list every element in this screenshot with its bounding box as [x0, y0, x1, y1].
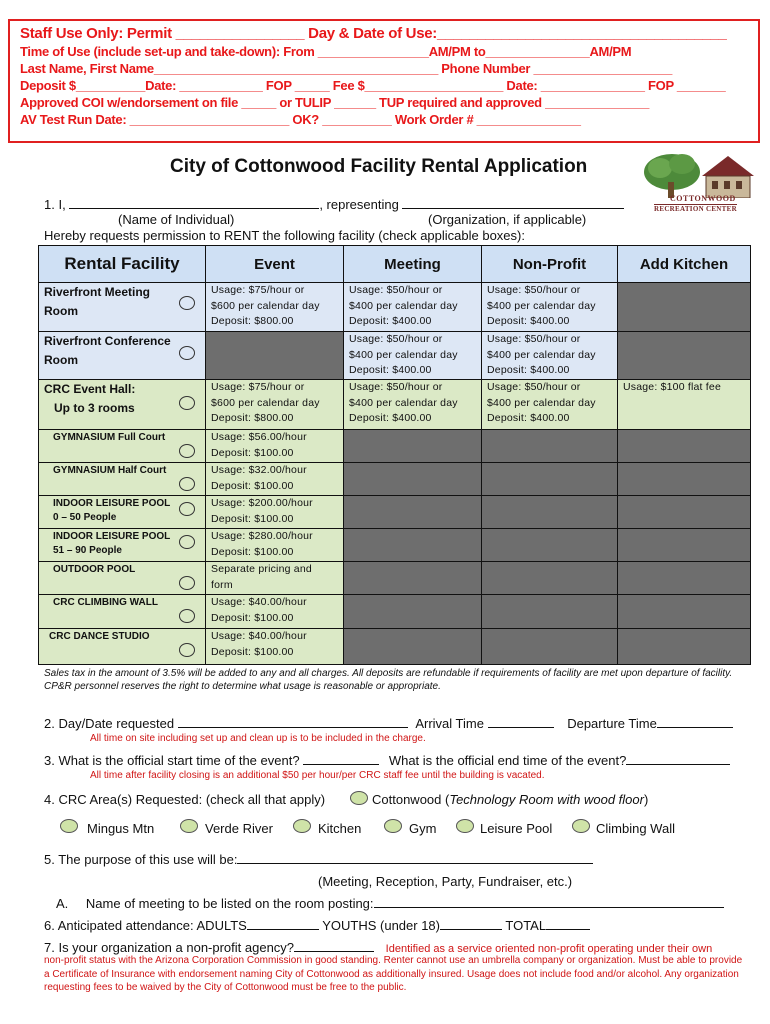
- usage-line: Usage: $40.00/hour: [211, 596, 307, 608]
- cottonwood-label-end: ): [643, 792, 649, 807]
- intro-representing: , representing: [319, 197, 399, 212]
- usage-line: $600 per calendar day: [211, 396, 320, 409]
- unavailable-cell: [618, 283, 751, 332]
- request-text: Hereby requests permission to RENT the following facility (check applicable boxes):: [44, 228, 525, 243]
- header-event: Event: [206, 246, 344, 283]
- facility-name: GYMNASIUM Full Court: [53, 432, 166, 443]
- q5-hint: (Meeting, Reception, Party, Fundraiser, etc.): [318, 874, 573, 889]
- option-label: Kitchen: [318, 821, 362, 836]
- usage-line: $600 per calendar day: [211, 299, 320, 312]
- facility-name: OUTDOOR POOL: [53, 564, 136, 575]
- facility-cell: [39, 562, 206, 595]
- usage-line: Usage: $75/hour or: [211, 284, 305, 296]
- cottonwood-note: Technology Room with wood floor: [449, 792, 644, 807]
- unavailable-cell: [344, 430, 482, 463]
- name-of-individual-field[interactable]: [69, 197, 319, 209]
- header-meeting: Meeting: [344, 246, 482, 283]
- facility-name: Riverfront Conference Room: [44, 334, 171, 367]
- day-date-field[interactable]: [178, 716, 408, 728]
- nonprofit-price-cell: [482, 283, 618, 332]
- q6-line: [44, 918, 590, 933]
- select-radio[interactable]: [179, 396, 195, 410]
- climbing-wall-radio[interactable]: [572, 819, 590, 833]
- facility-name: Riverfront Meeting Room: [44, 285, 151, 318]
- usage-line: $400 per calendar day: [349, 299, 458, 312]
- q5a-label: A.: [56, 896, 69, 911]
- kitchen-price-cell: Usage: $100 flat fee: [618, 380, 751, 430]
- q2-line: [44, 716, 733, 731]
- deposit-line: Deposit: $400.00: [487, 364, 570, 376]
- staff-use-box: [8, 19, 760, 143]
- q3-end-label: What is the official end time of the event?: [388, 753, 627, 768]
- select-radio[interactable]: [179, 346, 195, 360]
- unavailable-cell: [618, 332, 751, 380]
- staff-line-coi: Approved COI w/endorsement on file _____ or TULIP ______ TUP required and approved _______________: [20, 95, 650, 110]
- unavailable-cell: [344, 595, 482, 629]
- deposit-line: Deposit: $100.00: [211, 545, 294, 558]
- deposit-line: Deposit: $400.00: [349, 364, 432, 376]
- q5a-line: [56, 896, 724, 911]
- facility-name: CRC DANCE STUDIO: [49, 631, 150, 642]
- header-add-kitchen: Add Kitchen: [618, 246, 751, 283]
- staff-line-deposit: Deposit $__________Date: ____________ FOP _____ Fee $____________________ Date: _______________ FOP _______: [20, 78, 726, 93]
- deposit-line: Deposit: $100.00: [211, 446, 294, 459]
- usage-line: Usage: $75/hour or: [211, 381, 305, 393]
- meeting-price-cell: [344, 380, 482, 430]
- select-radio[interactable]: [179, 296, 195, 310]
- youths-label: YOUTHS (under 18): [322, 918, 440, 933]
- facility-name: CRC CLIMBING WALL: [53, 597, 158, 608]
- unavailable-cell: [344, 496, 482, 529]
- facility-cell: [39, 595, 206, 629]
- facility-cell: [39, 332, 206, 380]
- arrival-label: Arrival Time: [415, 716, 484, 731]
- deposit-line: Deposit: $800.00: [211, 315, 294, 327]
- unavailable-cell: [344, 529, 482, 562]
- unavailable-cell: [482, 496, 618, 529]
- facility-cell: [39, 463, 206, 496]
- unavailable-cell: [618, 496, 751, 529]
- rental-table: [38, 245, 751, 665]
- table-row: [39, 380, 751, 430]
- unavailable-cell: [618, 562, 751, 595]
- purpose-field[interactable]: [237, 852, 593, 864]
- mingus-mtn-radio[interactable]: [60, 819, 78, 833]
- unavailable-cell: [482, 463, 618, 496]
- event-price-cell: [206, 283, 344, 332]
- usage-line: $400 per calendar day: [349, 348, 458, 361]
- cottonwood-option: [372, 792, 648, 807]
- deposit-line: Deposit: $400.00: [487, 412, 570, 424]
- facility-subname: 0 – 50 People: [53, 512, 117, 523]
- q5-line: [44, 852, 593, 867]
- meeting-price-cell: [344, 283, 482, 332]
- unavailable-cell: [344, 629, 482, 665]
- staff-line-time: Time of Use (include set-up and take-down): From ________________AM/PM to_______________AM/PM: [20, 44, 632, 59]
- youths-field[interactable]: [440, 918, 502, 930]
- select-radio[interactable]: [179, 535, 195, 549]
- q7-label: 7. Is your organization a non-profit agency?: [44, 940, 295, 955]
- table-row: [39, 562, 751, 595]
- q2-label: 2. Day/Date requested: [44, 716, 175, 731]
- option-label: Climbing Wall: [596, 821, 675, 836]
- header-non-profit: Non-Profit: [482, 246, 618, 283]
- departure-time-field[interactable]: [657, 716, 733, 728]
- facility-name: INDOOR LEISURE POOL: [53, 498, 171, 509]
- q2-note: All time on site including set up and clean up is to be included in the charge.: [90, 733, 426, 744]
- usage-line: Usage: $50/hour or: [349, 284, 443, 296]
- usage-line: Separate pricing and: [211, 563, 312, 575]
- usage-line: Usage: $50/hour or: [487, 381, 581, 393]
- unavailable-cell: [482, 629, 618, 665]
- q4-label: 4. CRC Area(s) Requested: (check all that apply): [44, 792, 326, 807]
- unavailable-cell: [618, 595, 751, 629]
- table-row: [39, 529, 751, 562]
- unavailable-cell: [618, 529, 751, 562]
- deposit-line: Deposit: $100.00: [211, 611, 294, 624]
- start-time-field[interactable]: [303, 753, 379, 765]
- organization-field[interactable]: [402, 197, 624, 209]
- facility-cell: [39, 529, 206, 562]
- event-price-cell: [206, 430, 344, 463]
- usage-line: Usage: $50/hour or: [487, 333, 581, 345]
- staff-line-av: AV Test Run Date: _______________________ OK? __________ Work Order # _______________: [20, 112, 581, 127]
- total-label: TOTAL: [505, 918, 547, 933]
- q5a-text: Name of meeting to be listed on the room posting:: [85, 896, 374, 911]
- q7-note: non-profit status with the Arizona Corporation Commission in good standing. Renter cannot use an umbrella company or organization. Must be able to provide a Certificate of Insurance with endorsement naming City of Cottonwood as additionally insured. Usage does not include food and/or alcohol. Any organization requesting fees to be waived by the City of Cottonwood must be free to the public.: [44, 955, 743, 993]
- usage-line: $400 per calendar day: [349, 396, 458, 409]
- deposit-line: Deposit: $400.00: [487, 315, 570, 327]
- usage-line: Usage: $280.00/hour: [211, 530, 313, 542]
- q3-note: All time after facility closing is an additional $50 per hour/per CRC staff fee until the building is vacated.: [90, 770, 545, 781]
- table-row: [39, 463, 751, 496]
- table-header-row: [39, 246, 751, 283]
- nonprofit-price-cell: [482, 332, 618, 380]
- event-price-cell: [206, 595, 344, 629]
- option-label: Verde River: [205, 821, 273, 836]
- header-rental-facility: Rental Facility: [39, 246, 206, 283]
- nonprofit-price-cell: [482, 380, 618, 430]
- select-radio[interactable]: [179, 444, 195, 458]
- q7-line: [44, 940, 712, 955]
- usage-line: $400 per calendar day: [487, 348, 596, 361]
- usage-line: Usage: $56.00/hour: [211, 431, 307, 443]
- unavailable-cell: [344, 562, 482, 595]
- q7-note-inline: Identified as a service oriented non-profit operating under their own: [385, 943, 713, 955]
- page-title: City of Cottonwood Facility Rental Application: [170, 156, 588, 177]
- select-radio[interactable]: [179, 477, 195, 491]
- option-label: Mingus Mtn: [87, 821, 155, 836]
- usage-line: Usage: $200.00/hour: [211, 497, 313, 509]
- event-price-cell: [206, 380, 344, 430]
- leisure-pool-radio[interactable]: [456, 819, 474, 833]
- deposit-line: Deposit: $100.00: [211, 645, 294, 658]
- table-row: [39, 595, 751, 629]
- unavailable-cell: [206, 332, 344, 380]
- q5-label: 5. The purpose of this use will be:: [44, 852, 238, 867]
- cottonwood-logo: [640, 148, 760, 216]
- table-row: [39, 629, 751, 665]
- facility-cell: [39, 283, 206, 332]
- unavailable-cell: [618, 430, 751, 463]
- meeting-price-cell: [344, 332, 482, 380]
- intro-i: 1. I,: [44, 197, 66, 212]
- staff-line-name: Last Name, First Name_________________________________________ Phone Number ____________________: [20, 61, 673, 76]
- unavailable-cell: [344, 463, 482, 496]
- unavailable-cell: [618, 463, 751, 496]
- table-row: [39, 283, 751, 332]
- intro-line: [44, 197, 624, 212]
- arrival-time-field[interactable]: [488, 716, 554, 728]
- sales-tax-footnote: Sales tax in the amount of 3.5% will be added to any and all charges. All deposits are refundable if requirements of facility are met upon departure of facility. CP&R personnel reserves the right to determine what usage is reasonable or appropriate.: [44, 668, 733, 692]
- logo-title: COTTONWOOD: [670, 194, 736, 203]
- select-radio[interactable]: [179, 576, 195, 590]
- unavailable-cell: [482, 562, 618, 595]
- unavailable-cell: [482, 430, 618, 463]
- deposit-line: Deposit: $400.00: [349, 412, 432, 424]
- option-label: Gym: [409, 821, 437, 836]
- departure-label: Departure Time: [567, 716, 657, 731]
- meeting-name-field[interactable]: [374, 896, 724, 908]
- nonprofit-field[interactable]: [294, 940, 374, 952]
- staff-line-permit: Staff Use Only: Permit ________________ Day & Date of Use:____________________________________: [20, 25, 727, 42]
- facility-name: GYMNASIUM Half Court: [53, 465, 167, 476]
- deposit-line: Deposit: $100.00: [211, 479, 294, 492]
- select-radio[interactable]: [179, 502, 195, 516]
- logo-subtitle: RECREATION CENTER: [654, 205, 737, 213]
- total-field[interactable]: [546, 918, 590, 930]
- usage-line: $400 per calendar day: [487, 299, 596, 312]
- select-radio[interactable]: [179, 643, 195, 657]
- facility-subname: 51 – 90 People: [53, 545, 122, 556]
- event-price-cell: [206, 496, 344, 529]
- end-time-field[interactable]: [626, 753, 730, 765]
- usage-line: Usage: $40.00/hour: [211, 630, 307, 642]
- event-price-cell: [206, 562, 344, 595]
- unavailable-cell: [482, 595, 618, 629]
- event-price-cell: [206, 463, 344, 496]
- cottonwood-label: Cottonwood (: [372, 792, 450, 807]
- table-row: [39, 496, 751, 529]
- q3-label: 3. What is the official start time of the event?: [44, 753, 300, 768]
- verde-river-radio[interactable]: [180, 819, 198, 833]
- option-label: Leisure Pool: [480, 821, 553, 836]
- gym-radio[interactable]: [384, 819, 402, 833]
- event-price-cell: [206, 629, 344, 665]
- usage-line: $400 per calendar day: [487, 396, 596, 409]
- deposit-line: Deposit: $400.00: [349, 315, 432, 327]
- kitchen-radio[interactable]: [293, 819, 311, 833]
- name-label: (Name of Individual): [118, 212, 235, 227]
- unavailable-cell: [482, 529, 618, 562]
- facility-cell: [39, 380, 206, 430]
- facility-name: INDOOR LEISURE POOL: [53, 531, 171, 542]
- table-row: [39, 430, 751, 463]
- deposit-line: Deposit: $800.00: [211, 412, 294, 424]
- usage-line: Usage: $32.00/hour: [211, 464, 307, 476]
- select-radio[interactable]: [179, 609, 195, 623]
- facility-name: CRC Event Hall:: [44, 382, 136, 396]
- facility-cell: [39, 430, 206, 463]
- table-row: [39, 332, 751, 380]
- q6-label: 6. Anticipated attendance: ADULTS: [44, 918, 247, 933]
- q3-line: [44, 753, 730, 768]
- facility-cell: [39, 496, 206, 529]
- adults-field[interactable]: [247, 918, 319, 930]
- org-label: (Organization, if applicable): [428, 212, 587, 227]
- facility-subname: Up to 3 rooms: [54, 401, 135, 415]
- usage-line: Usage: $50/hour or: [349, 333, 443, 345]
- usage-line: form: [211, 578, 233, 591]
- deposit-line: Deposit: $100.00: [211, 512, 294, 525]
- usage-line: Usage: $50/hour or: [349, 381, 443, 393]
- event-price-cell: [206, 529, 344, 562]
- facility-cell: [39, 629, 206, 665]
- unavailable-cell: [618, 629, 751, 665]
- cottonwood-radio[interactable]: [350, 791, 368, 805]
- usage-line: Usage: $50/hour or: [487, 284, 581, 296]
